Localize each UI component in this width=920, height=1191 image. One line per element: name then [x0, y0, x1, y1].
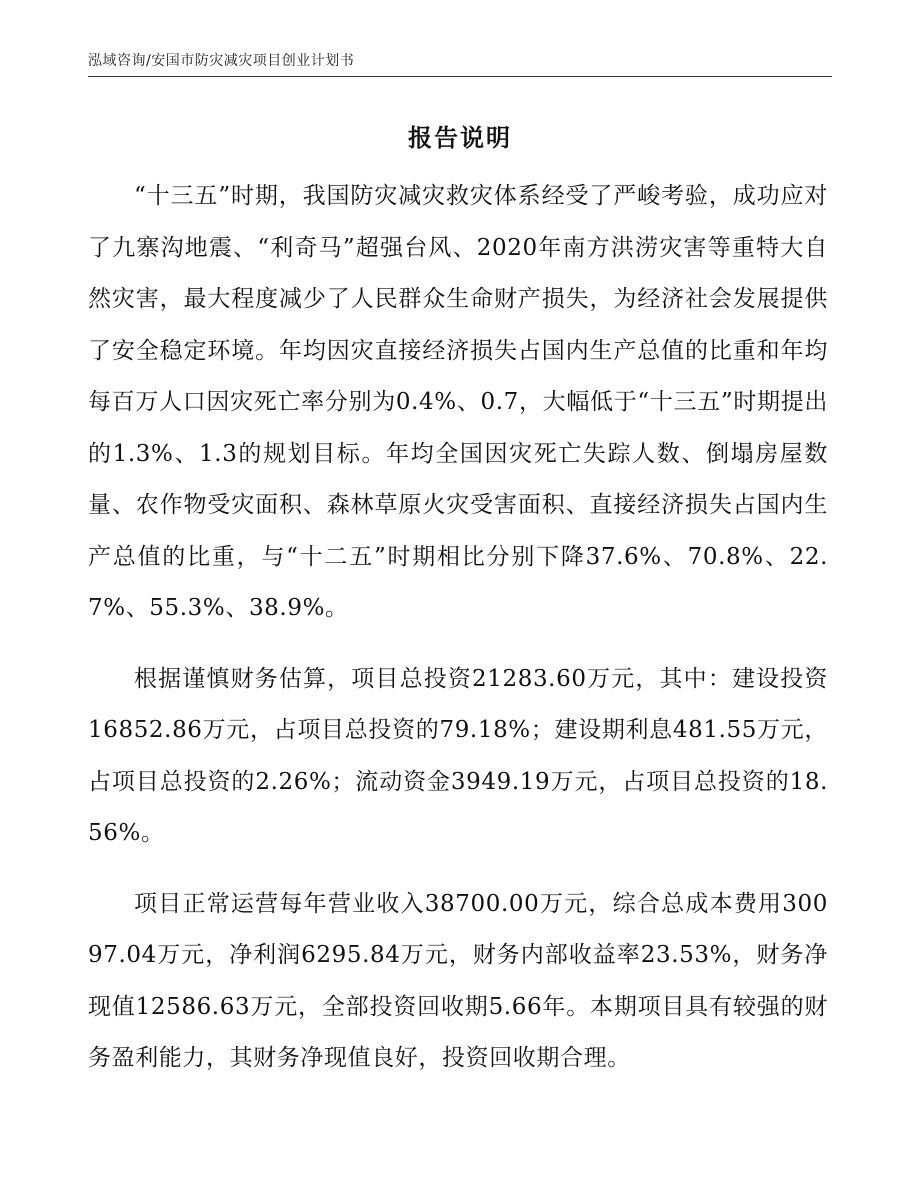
page-title: 报告说明: [408, 124, 512, 152]
paragraph-financials: 项目正常运营每年营业收入38700.00万元，综合总成本费用30097.04万元，净利润6295.84万元，财务内部收益率23.53%，财务净现值12586.63万元，全部投资回收期5.66年。本期项目具有较强的财务盈利能力，其财务净现值良好，投资回收期合理。: [88, 890, 828, 1071]
header-divider: [88, 76, 832, 77]
paragraph-investment: 根据谨慎财务估算，项目总投资21283.60万元，其中：建设投资16852.86万元，占项目总投资的79.18%；建设期利息481.55万元，占项目总投资的2.26%；流动资金3949.19万元，占项目总投资的18.56%。: [88, 665, 828, 846]
running-header: 泓域咨询/安国市防灾减灾项目创业计划书: [88, 53, 355, 69]
paragraph-background: “十三五”时期，我国防灾减灾救灾体系经受了严峻考验，成功应对了九寨沟地震、“利奇马”超强台风、2020年南方洪涝灾害等重特大自然灾害，最大程度减少了人民群众生命财产损失，为经济社会发展提供了安全稳定环境。年均因灾直接经济损失占国内生产总值的比重和年均每百万人口因灾死亡率分别为0.4%、0.7，大幅低于“十三五”时期提出的1.3%、1.3的规划目标。年均全国因灾死亡失踪人数、倒塌房屋数量、农作物受灾面积、森林草原火灾受害面积、直接经济损失占国内生产总值的比重，与“十二五”时期相比分别下降37.6%、70.8%、22.7%、55.3%、38.9%。: [88, 183, 828, 621]
document-body: [88, 171, 828, 1104]
